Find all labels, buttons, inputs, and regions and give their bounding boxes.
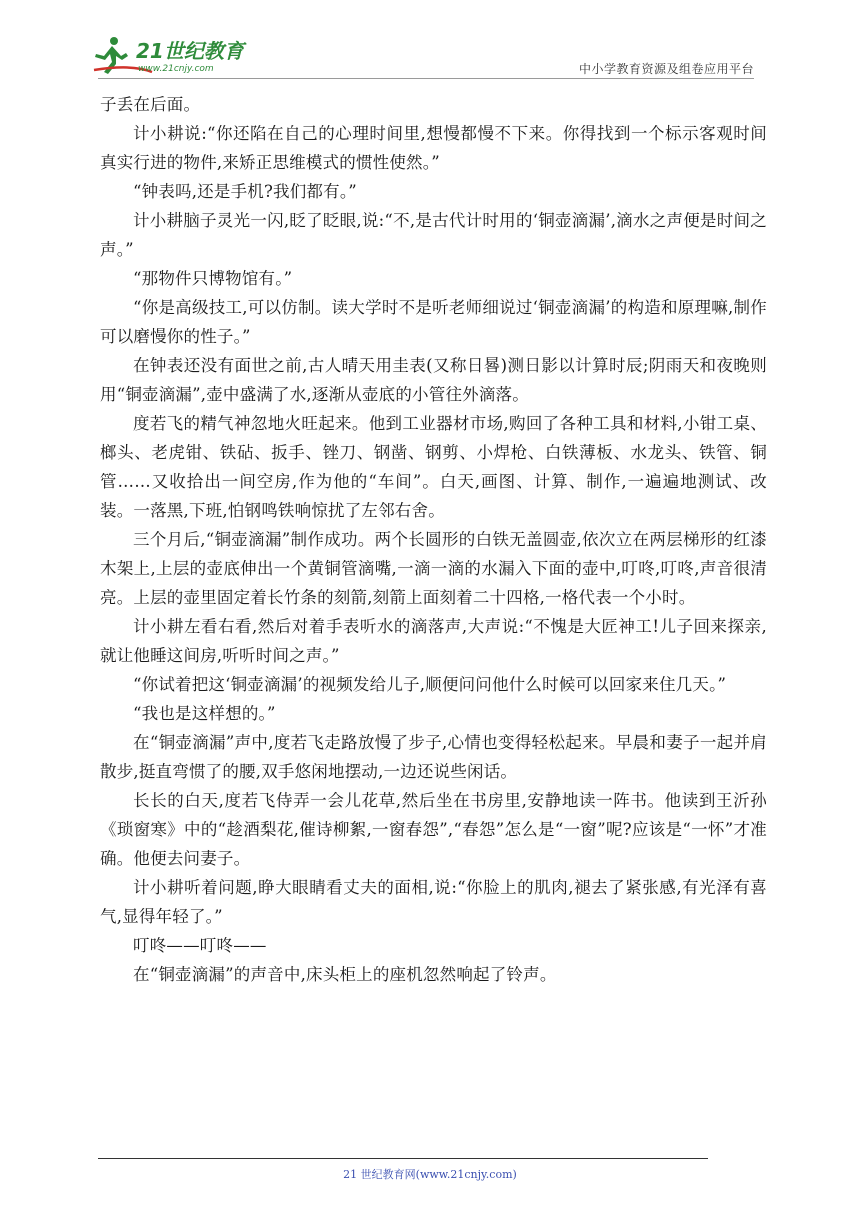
paragraph: 在“铜壶滴漏”的声音中,床头柜上的座机忽然响起了铃声。 (133, 965, 557, 984)
platform-label: 中小学教育资源及组卷应用平台 (578, 62, 754, 76)
paragraph: 计小耕听着问题,睁大眼睛看丈夫的面相,说:“你脸上的肌肉,褪去了紧张感,有光泽有喜气,显得年轻了。” (100, 878, 767, 926)
paragraph: “钟表吗,还是手机?我们都有。” (133, 182, 357, 201)
paragraph: “你试着把这‘铜壶滴漏’的视频发给儿子,顺便问问他什么时候可以回家来住几天。” (133, 675, 727, 694)
logo (92, 34, 262, 76)
paragraph: “我也是这样想的。” (133, 704, 276, 723)
paragraph: 度若飞的精气神忽地火旺起来。他到工业器材市场,购回了各种工具和材料,小钳工桌、榔头、老虎钳、铁砧、扳手、锉刀、钢凿、钢剪、小焊枪、白铁薄板、水龙头、铁管、铜管……又收拾出一间空房,作为他的“车间”。白天,画图、计算、制作,一遍遍地测试、改装。一落黑,下班,怕钢鸣铁响惊扰了左邻右舍。 (100, 414, 767, 520)
article-body (100, 90, 767, 989)
page-footer[interactable]: 21 世纪教育网(www.21cnjy.com) (343, 1168, 517, 1181)
paragraph: “你是高级技工,可以仿制。读大学时不是听老师细说过‘铜壶滴漏’的构造和原理嘛,制作可以磨慢你的性子。” (100, 298, 767, 346)
paragraph: “那物件只博物馆有。” (133, 269, 293, 288)
logo-text: 21世纪教育 (136, 39, 244, 63)
paragraph: 计小耕脑子灵光一闪,眨了眨眼,说:“不,是古代计时用的‘铜壶滴漏’,滴水之声便是时间之声。” (100, 211, 767, 259)
paragraph: 子丢在后面。 (100, 95, 201, 114)
paragraph: 叮咚——叮咚—— (133, 936, 267, 955)
paragraph: 在“铜壶滴漏”声中,度若飞走路放慢了步子,心情也变得轻松起来。早晨和妻子一起并肩散步,挺直弯惯了的腰,双手悠闲地摆动,一边还说些闲话。 (100, 733, 767, 781)
paragraph: 长长的白天,度若飞侍弄一会儿花草,然后坐在书房里,安静地读一阵书。他读到王沂孙《琐窗寒》中的“趁酒梨花,催诗柳絮,一窗春怨”,“春怨”怎么是“一窗”呢?应该是“一怀”才准确。他便去问妻子。 (100, 791, 767, 868)
paragraph: 在钟表还没有面世之前,古人晴天用圭表(又称日晷)测日影以计算时辰;阴雨天和夜晚则用“铜壶滴漏”,壶中盛满了水,逐渐从壶底的小管往外滴落。 (100, 356, 767, 404)
runner-logo-icon (92, 34, 262, 76)
footer-divider (98, 1158, 708, 1159)
paragraph: 三个月后,“铜壶滴漏”制作成功。两个长圆形的白铁无盖圆壶,依次立在两层梯形的红漆木架上,上层的壶底伸出一个黄铜管滴嘴,一滴一滴的水漏入下面的壶中,叮咚,叮咚,声音很清亮。上层的壶里固定着长竹条的刻箭,刻箭上面刻着二十四格,一格代表一个小时。 (100, 530, 767, 607)
paragraph: 计小耕说:“你还陷在自己的心理时间里,想慢都慢不下来。你得找到一个标示客观时间真实行进的物件,来矫正思维模式的惯性使然。” (100, 124, 767, 172)
logo-url: www.21cnjy.com (138, 64, 214, 74)
paragraph: 计小耕左看右看,然后对着手表听水的滴落声,大声说:“不愧是大匠神工!儿子回来探亲,就让他睡这间房,听听时间之声。” (100, 617, 767, 665)
page-header (0, 0, 860, 80)
header-divider (98, 78, 754, 79)
